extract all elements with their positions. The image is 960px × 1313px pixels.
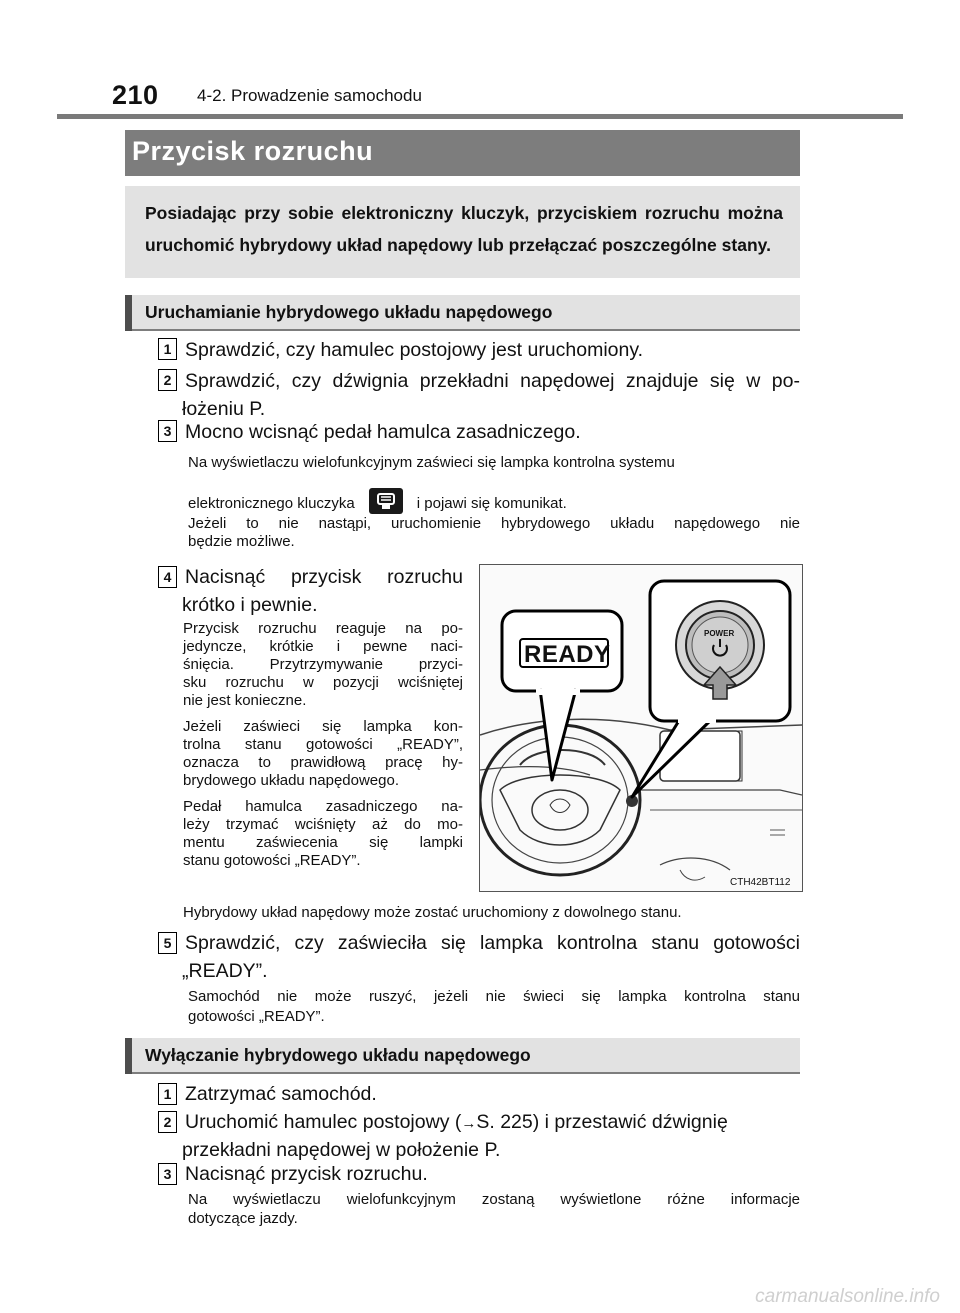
note-text: dotyczące jazdy. — [188, 1210, 298, 1227]
step-text: Nacisnąć przycisk rozruchu. — [185, 1163, 428, 1185]
step-text: Sprawdzić, czy zaświeciła się lampka kontrolna stanu gotowości — [185, 932, 800, 954]
note-text: będzie możliwe. — [188, 533, 295, 550]
section-title-start: Uruchamianie hybrydowego układu napędowego — [145, 302, 553, 322]
step-text: Zatrzymać samochód. — [185, 1083, 377, 1105]
key-indicator-icon — [369, 488, 403, 514]
note-line: nie jest konieczne. — [183, 692, 307, 709]
step-text: Mocno wcisnąć pedał hamulca zasadniczego. — [185, 421, 581, 443]
power-button-label: POWER — [704, 629, 735, 638]
note-line: leży trzymać wciśnięty aż do mo- — [183, 816, 463, 833]
note-line: Przycisk rozruchu reaguje na po- — [183, 620, 463, 637]
step-text-part: Uruchomić hamulec postojowy (→S. 225) i przestawić dźwignię — [185, 1111, 728, 1133]
header-divider — [57, 114, 903, 119]
note-line: trolna stanu gotowości „READY”, — [183, 736, 463, 753]
step-number: 4 — [158, 566, 177, 588]
section-title-stop: Wyłączanie hybrydowego układu napędowego — [145, 1045, 531, 1065]
step-text-cont: łożeniu P. — [182, 398, 266, 420]
note-line: sku rozruchu w pozycji wciśniętej — [183, 674, 463, 691]
figure-code: CTH42BT112 — [730, 877, 791, 888]
step-number: 2 — [158, 369, 177, 391]
step-text — [185, 1108, 800, 1138]
note-text — [188, 488, 567, 514]
step-number: 1 — [158, 1083, 177, 1105]
note-line: jedyncze, krótkie i pewne naci- — [183, 638, 463, 655]
note-text: Na wyświetlaczu wielofunkcyjnym zostaną wyświetlone różne informacje — [188, 1191, 800, 1208]
note-line: oznacza to prawidłową pracę hy- — [183, 754, 463, 771]
step-number: 3 — [158, 420, 177, 442]
step-text-cont: „READY”. — [182, 960, 268, 982]
section-breadcrumb: 4-2. Prowadzenie samochodu — [197, 86, 422, 105]
note-line: Jeżeli zaświeci się lampka kon- — [183, 718, 463, 735]
step-number: 2 — [158, 1111, 177, 1133]
note-text: Hybrydowy układ napędowy może zostać uruchomiony z dowolnego stanu. — [183, 904, 682, 921]
note-text: elektronicznego kluczyka — [188, 495, 355, 512]
section-marker — [125, 295, 132, 331]
arrow-icon: → — [461, 1115, 477, 1132]
step-number: 3 — [158, 1163, 177, 1185]
watermark: carmanualsonline.info — [755, 1286, 940, 1307]
step-text: Sprawdzić, czy hamulec postojowy jest uruchomiony. — [185, 339, 644, 361]
page-number: 210 — [112, 80, 159, 110]
ready-indicator-label: READY — [524, 641, 611, 668]
dashboard-illustration — [479, 564, 803, 892]
step-number: 1 — [158, 338, 177, 360]
step-number: 5 — [158, 932, 177, 954]
note-line: mentu zaświecenia się lampki — [183, 834, 463, 851]
step-text: Sprawdzić, czy dźwignia przekładni napędowej znajduje się w po- — [185, 370, 800, 392]
step-text-cont: krótko i pewnie. — [182, 594, 318, 616]
step-text: Nacisnąć przycisk rozruchu — [185, 566, 463, 588]
page-title: Przycisk rozruchu — [132, 136, 374, 166]
section-marker — [125, 1038, 132, 1074]
note-line: śnięcia. Przytrzymywanie przyci- — [183, 656, 463, 673]
note-text: i pojawi się komunikat. — [416, 495, 567, 512]
intro-text: Posiadając przy sobie elektroniczny kluczyk, przyciskiem rozruchu można uruchomić hybrydowy układ napędowy lub przełączać poszczególne stany. — [145, 203, 783, 255]
note-line: stanu gotowości „READY”. — [183, 852, 361, 869]
note-line: Pedał hamulca zasadniczego na- — [183, 798, 463, 815]
note-block — [183, 620, 463, 870]
note-text: Samochód nie może ruszyć, jeżeli nie świeci się lampka kontrolna stanu — [188, 988, 800, 1005]
note-text: Jeżeli to nie nastąpi, uruchomienie hybrydowego układu napędowego nie — [188, 515, 800, 532]
note-text: Na wyświetlaczu wielofunkcyjnym zaświeci się lampka kontrolna systemu — [188, 454, 675, 471]
note-line: brydowego układu napędowego. — [183, 772, 399, 789]
step-text-cont: przekładni napędowej w położenie P. — [182, 1139, 501, 1161]
note-text: gotowości „READY”. — [188, 1008, 325, 1025]
